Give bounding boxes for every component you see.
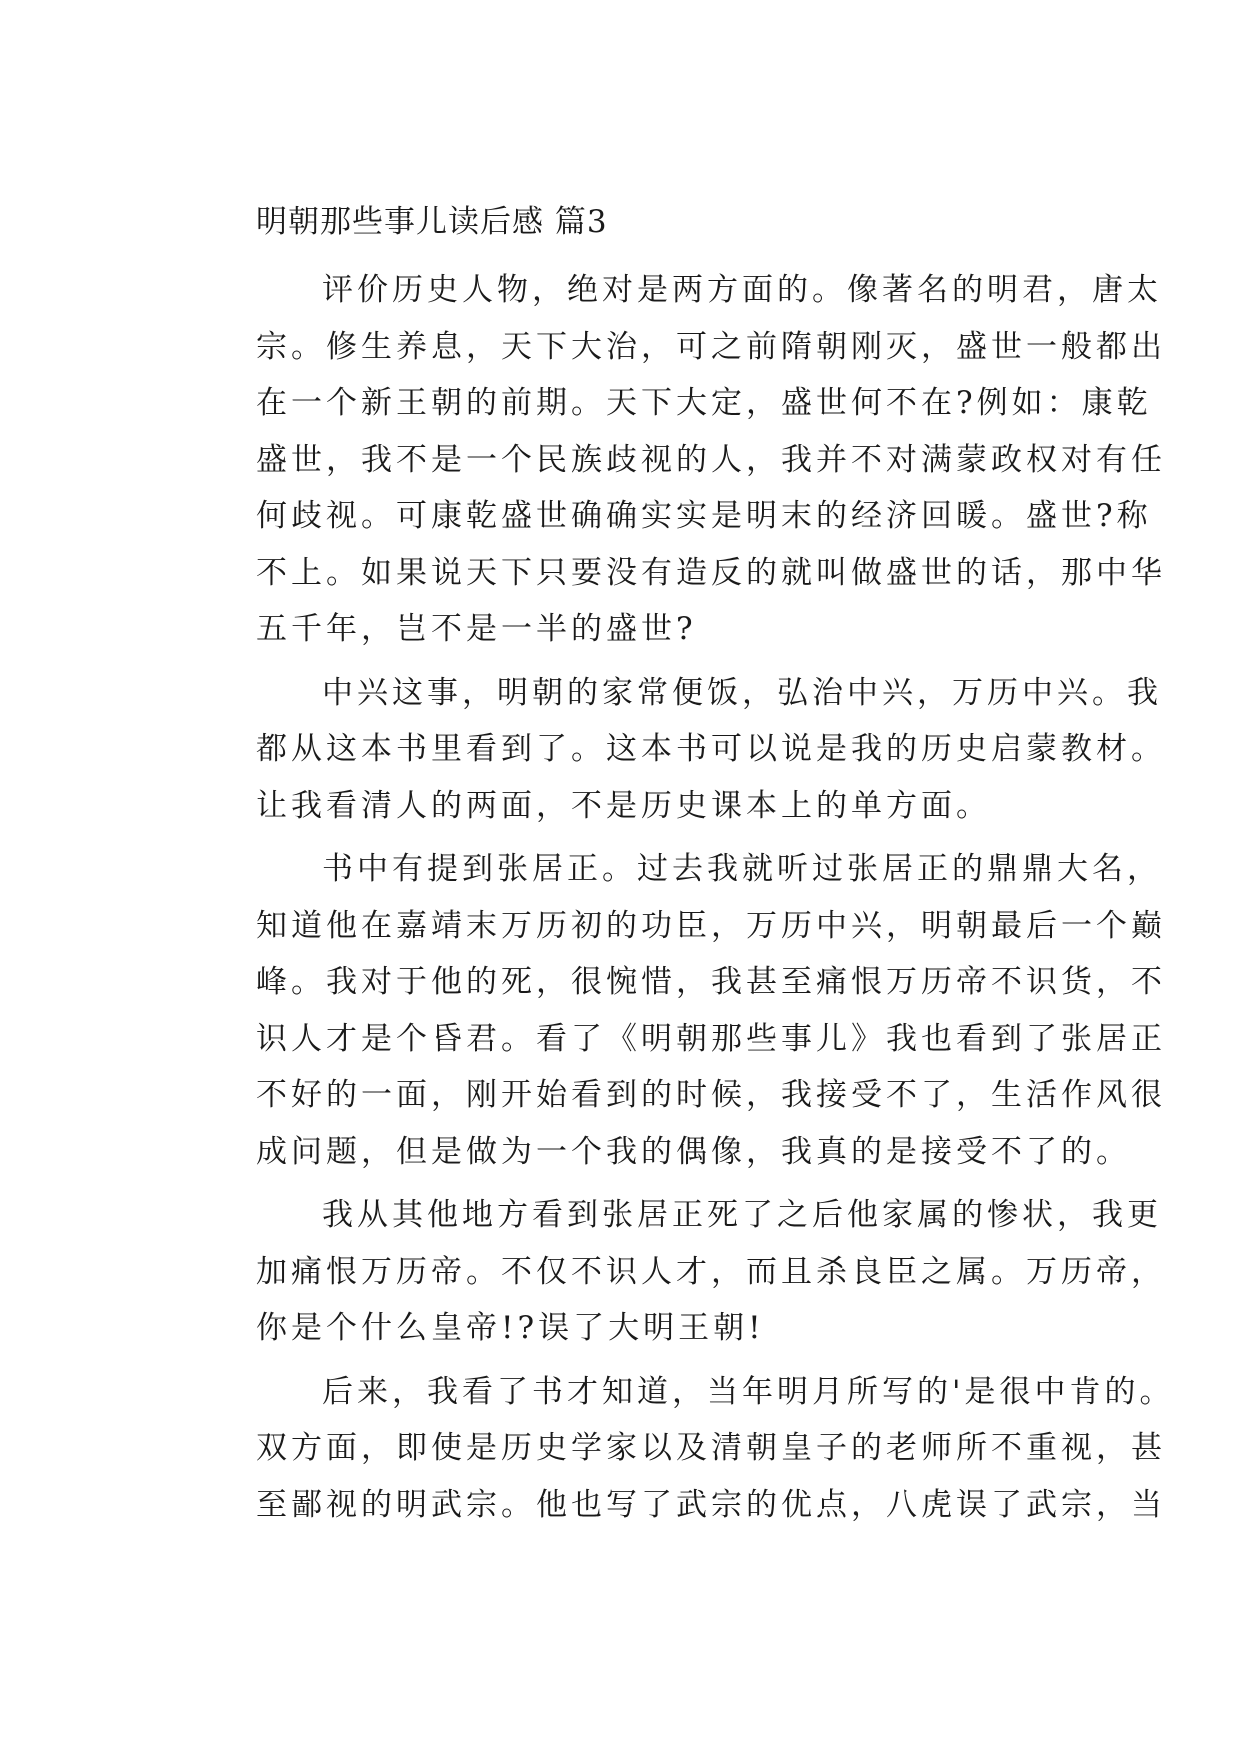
paragraph-5 (190, 1364, 1175, 1534)
text-line: 盛世，我不是一个民族歧视的人，我并不对满蒙政权对有任 (256, 441, 1166, 478)
text-line: 宗。修生养息，天下大治，可之前隋朝刚灭，盛世一般都出 (256, 328, 1166, 365)
paragraph-4 (190, 1187, 1166, 1357)
text-line: 何歧视。可康乾盛世确确实实是明末的经济回暖。盛世?称 (256, 498, 1152, 534)
paragraph-3 (190, 841, 1166, 1180)
text-line: 书中有提到张居正。过去我就听过张居正的鼎鼎大名， (322, 851, 1162, 887)
text-line: 加痛恨万历帝。不仅不识人才，而且杀良臣之属。万历帝， (256, 1253, 1166, 1290)
text-line: 都从这本书里看到了。这本书可以说是我的历史启蒙教材。 (256, 731, 1166, 767)
text-line: 至鄙视的明武宗。他也写了武宗的优点，八虎误了武宗，当 (256, 1486, 1166, 1523)
paragraph-2 (190, 665, 1166, 835)
text-line: 成问题，但是做为一个我的偶像，我真的是接受不了的。 (256, 1133, 1131, 1170)
paragraph-1 (190, 262, 1166, 658)
text-line: 不好的一面，刚开始看到的时候，我接受不了，生活作风很 (256, 1077, 1166, 1113)
text-line: 知道他在嘉靖末万历初的功臣，万历中兴，明朝最后一个巅 (256, 907, 1166, 944)
text-line: 识人才是个昏君。看了《明朝那些事儿》我也看到了张居正 (256, 1020, 1166, 1057)
text-line: 中兴这事，明朝的家常便饭，弘治中兴，万历中兴。我 (322, 674, 1162, 711)
text-line: 后来，我看了书才知道，当年明月所写的'是很中肯的。 (322, 1373, 1175, 1410)
text-line: 评价历史人物，绝对是两方面的。像著名的明君，唐太 (322, 272, 1162, 308)
text-line: 不上。如果说天下只要没有造反的就叫做盛世的话，那中华 (256, 554, 1166, 591)
text-line: 双方面，即使是历史学家以及清朝皇子的老师所不重视，甚 (256, 1430, 1166, 1466)
text-line: 峰。我对于他的死，很惋惜，我甚至痛恨万历帝不识货，不 (256, 964, 1166, 1000)
document-body (190, 196, 1175, 1533)
text-line: 让我看清人的两面，不是历史课本上的单方面。 (256, 787, 991, 824)
text-line: 我从其他地方看到张居正死了之后他家属的惨状，我更 (322, 1197, 1162, 1233)
text-line: 在一个新王朝的前期。天下大定，盛世何不在?例如：康乾 (256, 385, 1152, 421)
text-line: 你是个什么皇帝!?误了大明王朝! (256, 1310, 765, 1346)
text-line: 五千年，岂不是一半的盛世? (256, 611, 697, 647)
document-title: 明朝那些事儿读后感 篇3 (256, 204, 608, 240)
